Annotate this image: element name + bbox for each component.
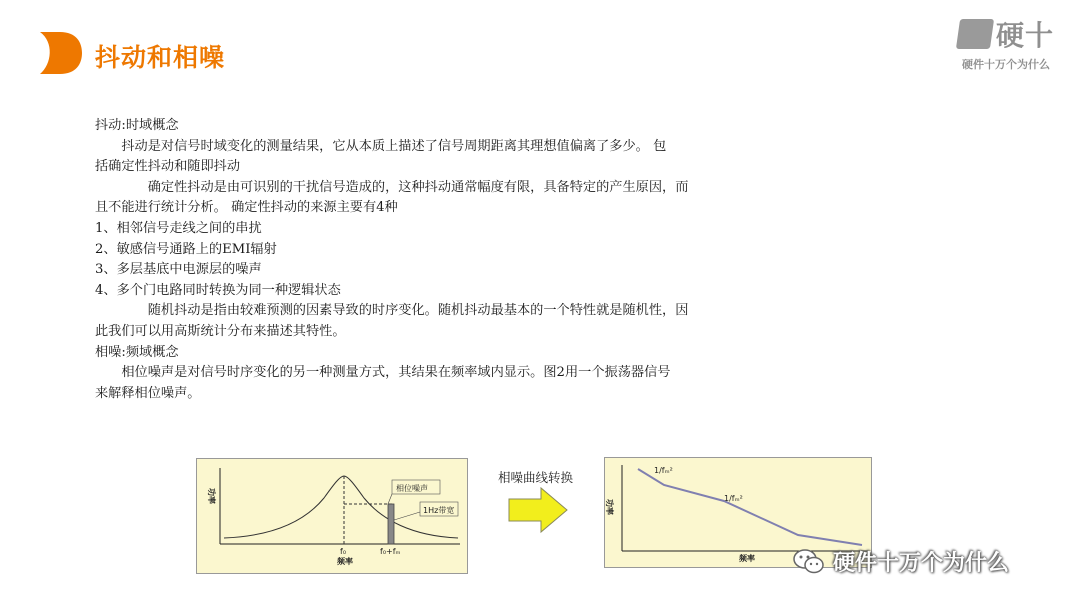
- text-line: 来解释相位噪声。: [95, 385, 201, 401]
- bandwidth-label: 1Hz带宽: [423, 506, 455, 515]
- bandwidth-bar: [388, 504, 394, 544]
- text-line: 此我们可以用高斯统计分布来描述其特性。: [95, 323, 346, 339]
- text-line: 3、多层基底中电源层的噪声: [95, 262, 262, 278]
- phase-noise-label: 相位噪声: [396, 484, 428, 493]
- logo-subtitle: 硬件十万个为什么: [962, 58, 1050, 71]
- logo-mark-icon: [956, 19, 994, 49]
- body-text: [95, 116, 815, 404]
- text-line: 抖动是对信号时域变化的测量结果，它从本质上描述了信号周期距离其理想值偏离了多少。 包: [95, 138, 667, 154]
- arrow-label: 相噪曲线转换: [498, 470, 574, 485]
- text-line: 4、多个门电路同时转换为同一种逻辑状态: [95, 282, 341, 298]
- right-arrow-icon: [507, 486, 569, 534]
- text-line: 且不能进行统计分析。 确定性抖动的来源主要有4种: [95, 200, 398, 216]
- title-accent-icon: [34, 30, 84, 76]
- slope-label-1: 1/fₘ²: [654, 466, 673, 475]
- text-line: 2、敏感信号通路上的EMI辐射: [95, 241, 277, 257]
- logo-text: 硬十: [995, 19, 1054, 52]
- x-axis-label: 频率: [337, 557, 353, 566]
- y-axis-label: 功率: [605, 499, 614, 515]
- wechat-icon: [793, 548, 825, 576]
- text-line: 相位噪声是对信号时序变化的另一种测量方式，其结果在频率域内显示。图2用一个振荡器信号: [95, 365, 671, 381]
- text-line: 括确定性抖动和随即抖动: [95, 159, 241, 175]
- watermark-text: 硬件十万个为什么: [833, 551, 1010, 576]
- text-line: 随机抖动是指由较难预测的因素导致的时序变化。随机抖动最基本的一个特性就是随机性，因: [95, 303, 689, 319]
- text-line: 抖动:时域概念: [95, 118, 179, 133]
- slide-title: 抖动和相噪: [95, 43, 226, 72]
- brand-logo: [950, 14, 1062, 72]
- text-line: 相噪:频域概念: [95, 344, 179, 360]
- tick-f0: f₀: [340, 547, 347, 556]
- x-axis-label: 频率: [739, 554, 755, 563]
- spectrum-figure: [196, 458, 468, 574]
- slope-label-2: 1/fₘ²: [724, 494, 743, 503]
- tick-f0-fm: f₀+fₘ: [380, 547, 401, 556]
- y-axis-label: 功率: [207, 488, 216, 504]
- text-line: 确定性抖动是由可识别的干扰信号造成的，这种抖动通常幅度有限，具备特定的产生原因，而: [95, 179, 689, 195]
- watermark: [793, 546, 1009, 577]
- text-line: 1、相邻信号走线之间的串扰: [95, 220, 262, 236]
